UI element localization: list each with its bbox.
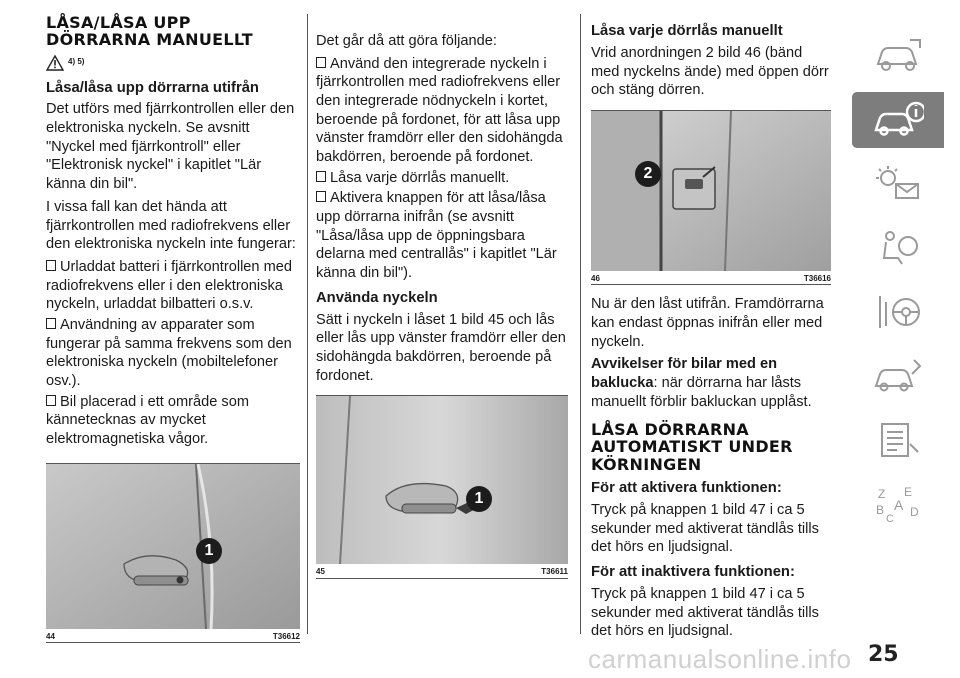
figure-44 [46, 463, 300, 643]
subheading: För att inaktivera funktionen: [591, 563, 795, 580]
alphabetical-index-icon [872, 484, 924, 524]
figure-code: T36616 [803, 273, 831, 283]
subheading: Använda nyckeln [316, 289, 438, 306]
svg-text:B: B [876, 503, 885, 517]
figure-caption [316, 564, 568, 577]
watermark-text: carmanualsonline.info [588, 644, 852, 674]
bullet-item [316, 169, 568, 188]
figure-number: 44 [46, 631, 55, 641]
svg-text:A: A [894, 497, 904, 513]
paragraph: Det utförs med fjärrkontrollen eller den elektroniska nyckeln. Se avsnitt "Nyckel med fjärrkontroll" eller "Elektronisk nyckel" i kapitlet "Lär känna din bil". [46, 101, 295, 193]
callout-number: 2 [635, 161, 661, 187]
tab-car-dashboard[interactable] [852, 28, 944, 84]
paragraph: Sätt i nyckeln i låset 1 bild 45 och lås eller lås upp vänster framdörr eller den sidohängda bakdörren, beroende på fordonet. [316, 311, 566, 384]
bullet-item [46, 316, 300, 391]
column-middle [316, 14, 568, 579]
bullet-text: Bil placerad i ett område som kännetecknas av mycket elektromagnetiska vågor. [46, 393, 249, 447]
steering-wheel-tools-icon [872, 292, 924, 332]
paragraph: Det går då att göra följande: [316, 33, 497, 49]
door-handle-photo [46, 464, 300, 629]
car-wrench-icon [872, 356, 924, 396]
bullet-text: Aktivera knappen för att låsa/låsa upp dörrarna inifrån (se avsnitt "Låsa/låsa upp de öppningsbara delarna med centrallås" i kapitlet "Lär känna din bil"). [316, 190, 557, 282]
lights-message-icon [872, 164, 924, 204]
door-key-photo [316, 396, 568, 564]
column-right [591, 14, 831, 645]
column-divider [580, 14, 581, 634]
page-number: 25 [868, 642, 899, 667]
svg-text:Z: Z [878, 487, 886, 501]
figure-caption [591, 271, 831, 284]
tab-car-wrench[interactable] [852, 348, 944, 404]
bullet-square-icon [46, 395, 56, 406]
bullet-item [46, 258, 300, 314]
figure-number: 46 [591, 273, 600, 283]
tab-specifications[interactable] [852, 412, 944, 468]
section-heading: LÅSA DÖRRARNA AUTOMATISKT UNDER KÖRNINGEN [591, 420, 793, 474]
paragraph-deviation [591, 355, 831, 411]
bullet-square-icon [316, 191, 326, 202]
paragraph: I vissa fall kan det hända att fjärrkontrollen med radiofrekvens eller den elektroniska nyckeln inte fungerar: [46, 198, 296, 253]
figure-caption [46, 629, 300, 642]
warning-triangle-icon [46, 55, 64, 71]
tab-airbag-passenger[interactable] [852, 220, 944, 276]
warning-refs [46, 55, 300, 71]
bullet-text: Låsa varje dörrlås manuellt. [330, 169, 510, 186]
section-heading: LÅSA/LÅSA UPP DÖRRARNA MANUELLT [46, 13, 253, 50]
bullet-item [316, 189, 568, 282]
column-divider [307, 14, 308, 634]
subheading: För att aktivera funktionen: [591, 480, 782, 497]
tab-car-info[interactable] [852, 92, 944, 148]
callout-number: 1 [196, 538, 222, 564]
figure-code: T36611 [541, 567, 568, 577]
door-lock-photo [591, 111, 831, 271]
subheading: Låsa/låsa upp dörrarna utifrån [46, 79, 259, 96]
chapter-tabs [852, 28, 948, 540]
deviation-text: : när dörrarna har låsts manuellt förblir bakluckan upplåst. [591, 374, 812, 410]
bullet-text: Urladdat batteri i fjärrkontrollen med radiofrekvens eller i den elektroniska nyckeln, urladdat bilbatteri o.s.v. [46, 258, 292, 313]
svg-text:E: E [904, 485, 913, 499]
figure-46 [591, 110, 831, 285]
bullet-square-icon [316, 57, 326, 68]
tab-lights-message[interactable] [852, 156, 944, 212]
figure-number: 45 [316, 567, 325, 577]
paragraph: Nu är den låst utifrån. Framdörrarna kan endast öppnas inifrån eller med nyckeln. [591, 296, 824, 350]
figure-45 [316, 395, 568, 578]
bullet-text: Använd den integrerade nyckeln i fjärrkontrollen med radiofrekvens eller den integrerade nödnyckeln i kortet, beroende på fordonet, för att låsa upp vänster framdörr eller den sidohängda bakdörren, beroende på fordonet. [316, 55, 563, 166]
svg-text:C: C [886, 513, 894, 524]
bullet-item [316, 55, 568, 167]
bullet-text: Användning av apparater som fungerar på samma frekvens som den elektroniska nyckeln (mobiltelefoner osv.). [46, 316, 292, 389]
car-dashboard-icon [872, 36, 924, 76]
figure-code: T36612 [272, 631, 300, 641]
subheading: Låsa varje dörrlås manuellt [591, 23, 783, 39]
car-info-icon [872, 100, 924, 140]
bullet-item [46, 393, 300, 449]
column-left [46, 14, 300, 643]
deviation-bold: Avvikelser för bilar med en baklucka [591, 356, 778, 391]
bullet-square-icon [46, 318, 56, 329]
callout-number: 1 [466, 486, 492, 512]
svg-text:D: D [910, 505, 919, 519]
tab-steering-wheel-tools[interactable] [852, 284, 944, 340]
tab-alphabetical-index[interactable] [852, 476, 944, 532]
warning-refs-text: 4) 5) [68, 57, 85, 67]
paragraph: Tryck på knappen 1 bild 47 i ca 5 sekunder med aktiverat tändlås tills det hörs en ljudsignal. [591, 501, 819, 556]
bullet-square-icon [46, 260, 56, 271]
paragraph: Tryck på knappen 1 bild 47 i ca 5 sekunder med aktiverat tändlås tills det hörs en ljudsignal. [591, 585, 819, 640]
specifications-list-icon [872, 420, 924, 460]
paragraph: Vrid anordningen 2 bild 46 (bänd med nyckelns ände) med öppen dörr och stäng dörren. [591, 44, 829, 99]
bullet-square-icon [316, 171, 326, 182]
airbag-passenger-icon [872, 228, 924, 268]
